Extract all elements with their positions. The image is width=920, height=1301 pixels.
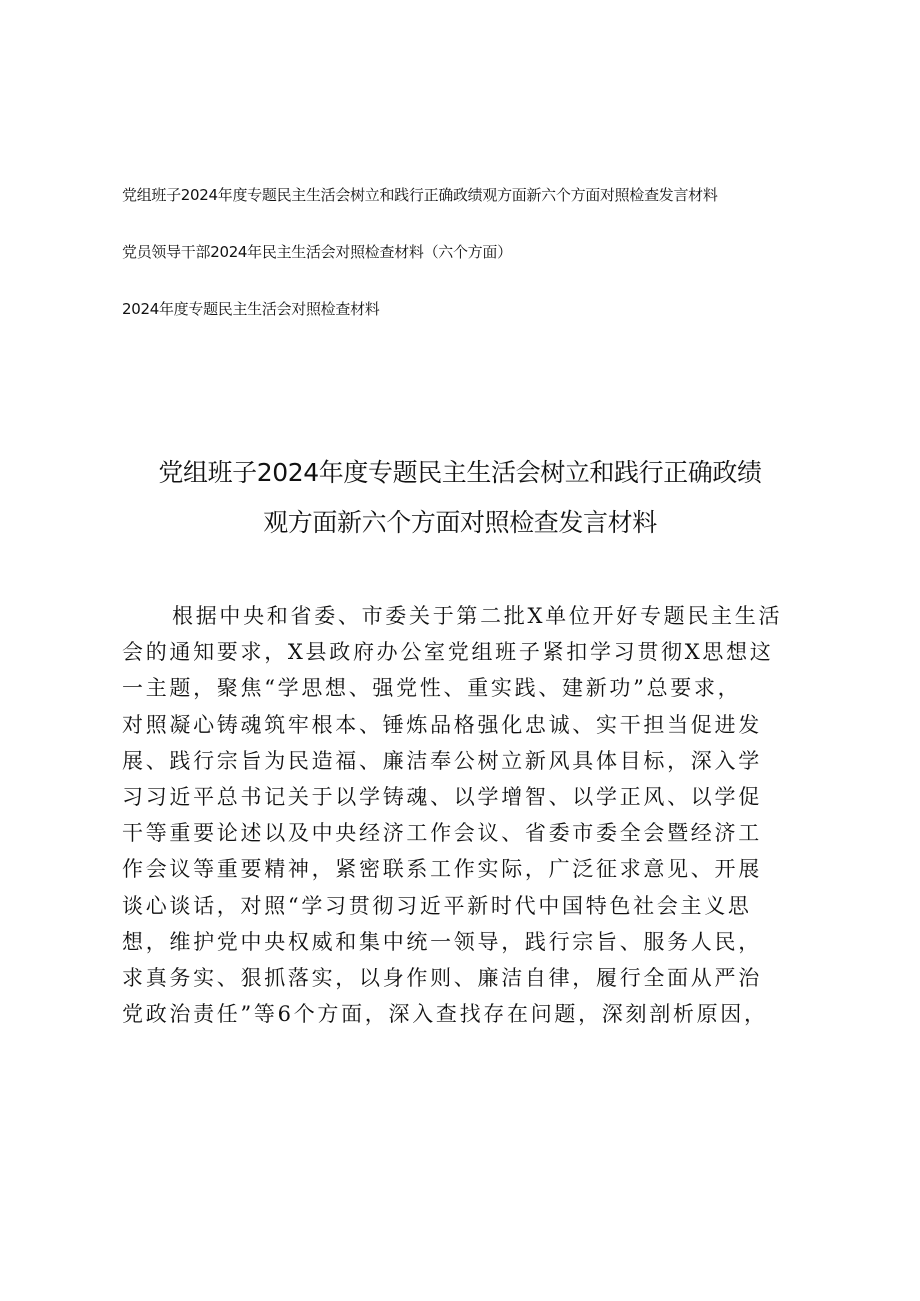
body-line: 展、践行宗旨为民造福、廉洁奉公树立新风具体目标，深入学 <box>122 748 762 773</box>
body-paragraph <box>122 598 807 1032</box>
title-line: 党组班子2024年度专题民主生活会树立和践行正确政绩 <box>158 458 762 487</box>
body-line: 干等重要论述以及中央经济工作会议、省委市委全会暨经济工 <box>122 821 762 846</box>
body-line: 想，维护党中央权威和集中统一领导，践行宗旨、服务人民， <box>122 929 762 954</box>
toc-item: 党员领导干部2024年民主生活会对照检查材料（六个方面） <box>122 243 512 261</box>
body-line: 谈心谈话，对照“学习贯彻习近平新时代中国特色社会主义思 <box>122 893 752 918</box>
title-line: 观方面新六个方面对照检查发言材料 <box>263 508 657 537</box>
document-title <box>120 448 800 548</box>
toc-item: 2024年度专题民主生活会对照检查材料 <box>122 300 380 318</box>
body-line: 一主题，聚焦“学思想、强党性、重实践、建新功”总要求， <box>122 676 742 701</box>
body-line: 根据中央和省委、市委关于第二批X单位开好专题民主生活 <box>172 604 783 628</box>
body-line: 作会议等重要精神，紧密联系工作实际，广泛征求意见、开展 <box>122 857 762 882</box>
table-of-contents <box>122 185 842 356</box>
body-line: 党政治责任”等6个方面，深入查找存在问题，深刻剖析原因， <box>122 1002 768 1027</box>
body-line: 习习近平总书记关于以学铸魂、以学增智、以学正风、以学促 <box>122 784 762 809</box>
body-line: 对照凝心铸魂筑牢根本、锤炼品格强化忠诚、实干担当促进发 <box>122 712 762 737</box>
body-line: 求真务实、狠抓落实，以身作则、廉洁自律，履行全面从严治 <box>122 965 762 990</box>
toc-item: 党组班子2024年度专题民主生活会树立和践行正确政绩观方面新六个方面对照检查发言材料 <box>122 186 718 204</box>
body-line: 会的通知要求，X县政府办公室党组班子紧扣学习贯彻X思想这 <box>122 640 774 665</box>
